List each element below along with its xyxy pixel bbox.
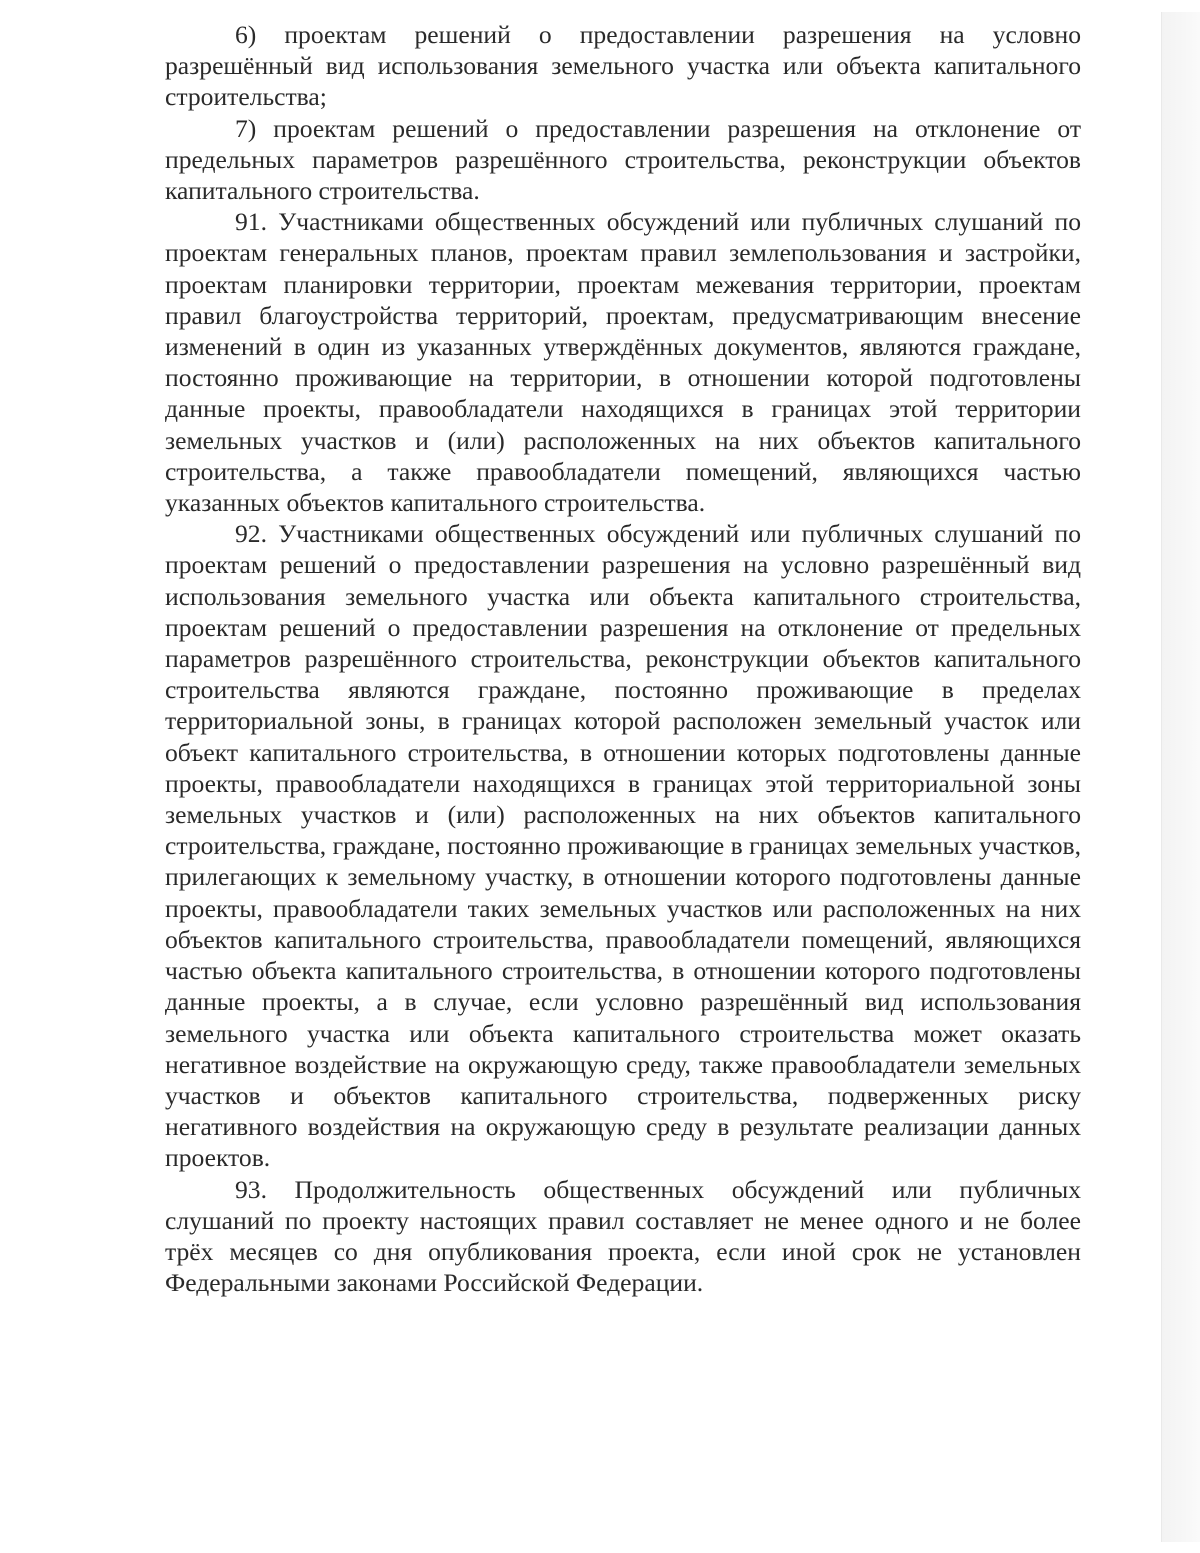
document-body	[165, 19, 1081, 1298]
paragraph-93: 93. Продолжительность общественных обсуждений или публичных слушаний по проекту настоящих правил составляет не менее одного и не более трёх месяцев со дня опубликования проекта, если иной срок не установлен Федеральными законами Российской Федерации.	[165, 1174, 1081, 1298]
scan-page-edge	[1161, 12, 1200, 1542]
paragraph-91: 91. Участниками общественных обсуждений или публичных слушаний по проектам генеральных планов, проектам правил землепользования и застройки, проектам планировки территории, проектам межевания территории, проектам правил благоустройства территорий, проектам, предусматривающим внесение изменений в один из указанных утверждённых документов, являются граждане, постоянно проживающие на территории, в отношении которой подготовлены данные проекты, правообладатели находящихся в границах этой территории земельных участков и (или) расположенных на них объектов капитального строительства, а также правообладатели помещений, являющихся частью указанных объектов капитального строительства.	[165, 207, 1081, 518]
paragraph-item-7: 7) проектам решений о предоставлении разрешения на отклонение от предельных параметров разрешённого строительства, реконструкции объектов капитального строительства.	[165, 113, 1081, 206]
paragraph-92: 92. Участниками общественных обсуждений или публичных слушаний по проектам решений о предоставлении разрешения на условно разрешённый вид использования земельного участка или объекта капитального строительства, проектам решений о предоставлении разрешения на отклонение от предельных параметров разрешённого строительства, реконструкции объектов капитального строительства являются граждане, постоянно проживающие в пределах территориальной зоны, в границах которой расположен земельный участок или объект капитального строительства, в отношении которых подготовлены данные проекты, правообладатели находящихся в границах этой территориальной зоны земельных участков и (или) расположенных на них объектов капитального строительства, граждане, постоянно проживающие в границах земельных участков, прилегающих к земельному участку, в отношении которого подготовлены данные проекты, правообладатели таких земельных участков или расположенных на них объектов капитального строительства, правообладатели помещений, являющихся частью объекта капитального строительства, в отношении которого подготовлены данные проекты, а в случае, если условно разрешённый вид использования земельного участка или объекта капитального строительства может оказать негативное воздействие на окружающую среду, также правообладатели земельных участков и объектов капитального строительства, подверженных риску негативного воздействия на окружающую среду в результате реализации данных проектов.	[165, 519, 1081, 1173]
paragraph-item-6: 6) проектам решений о предоставлении разрешения на условно разрешённый вид использования земельного участка или объекта капитального строительства;	[165, 20, 1081, 112]
